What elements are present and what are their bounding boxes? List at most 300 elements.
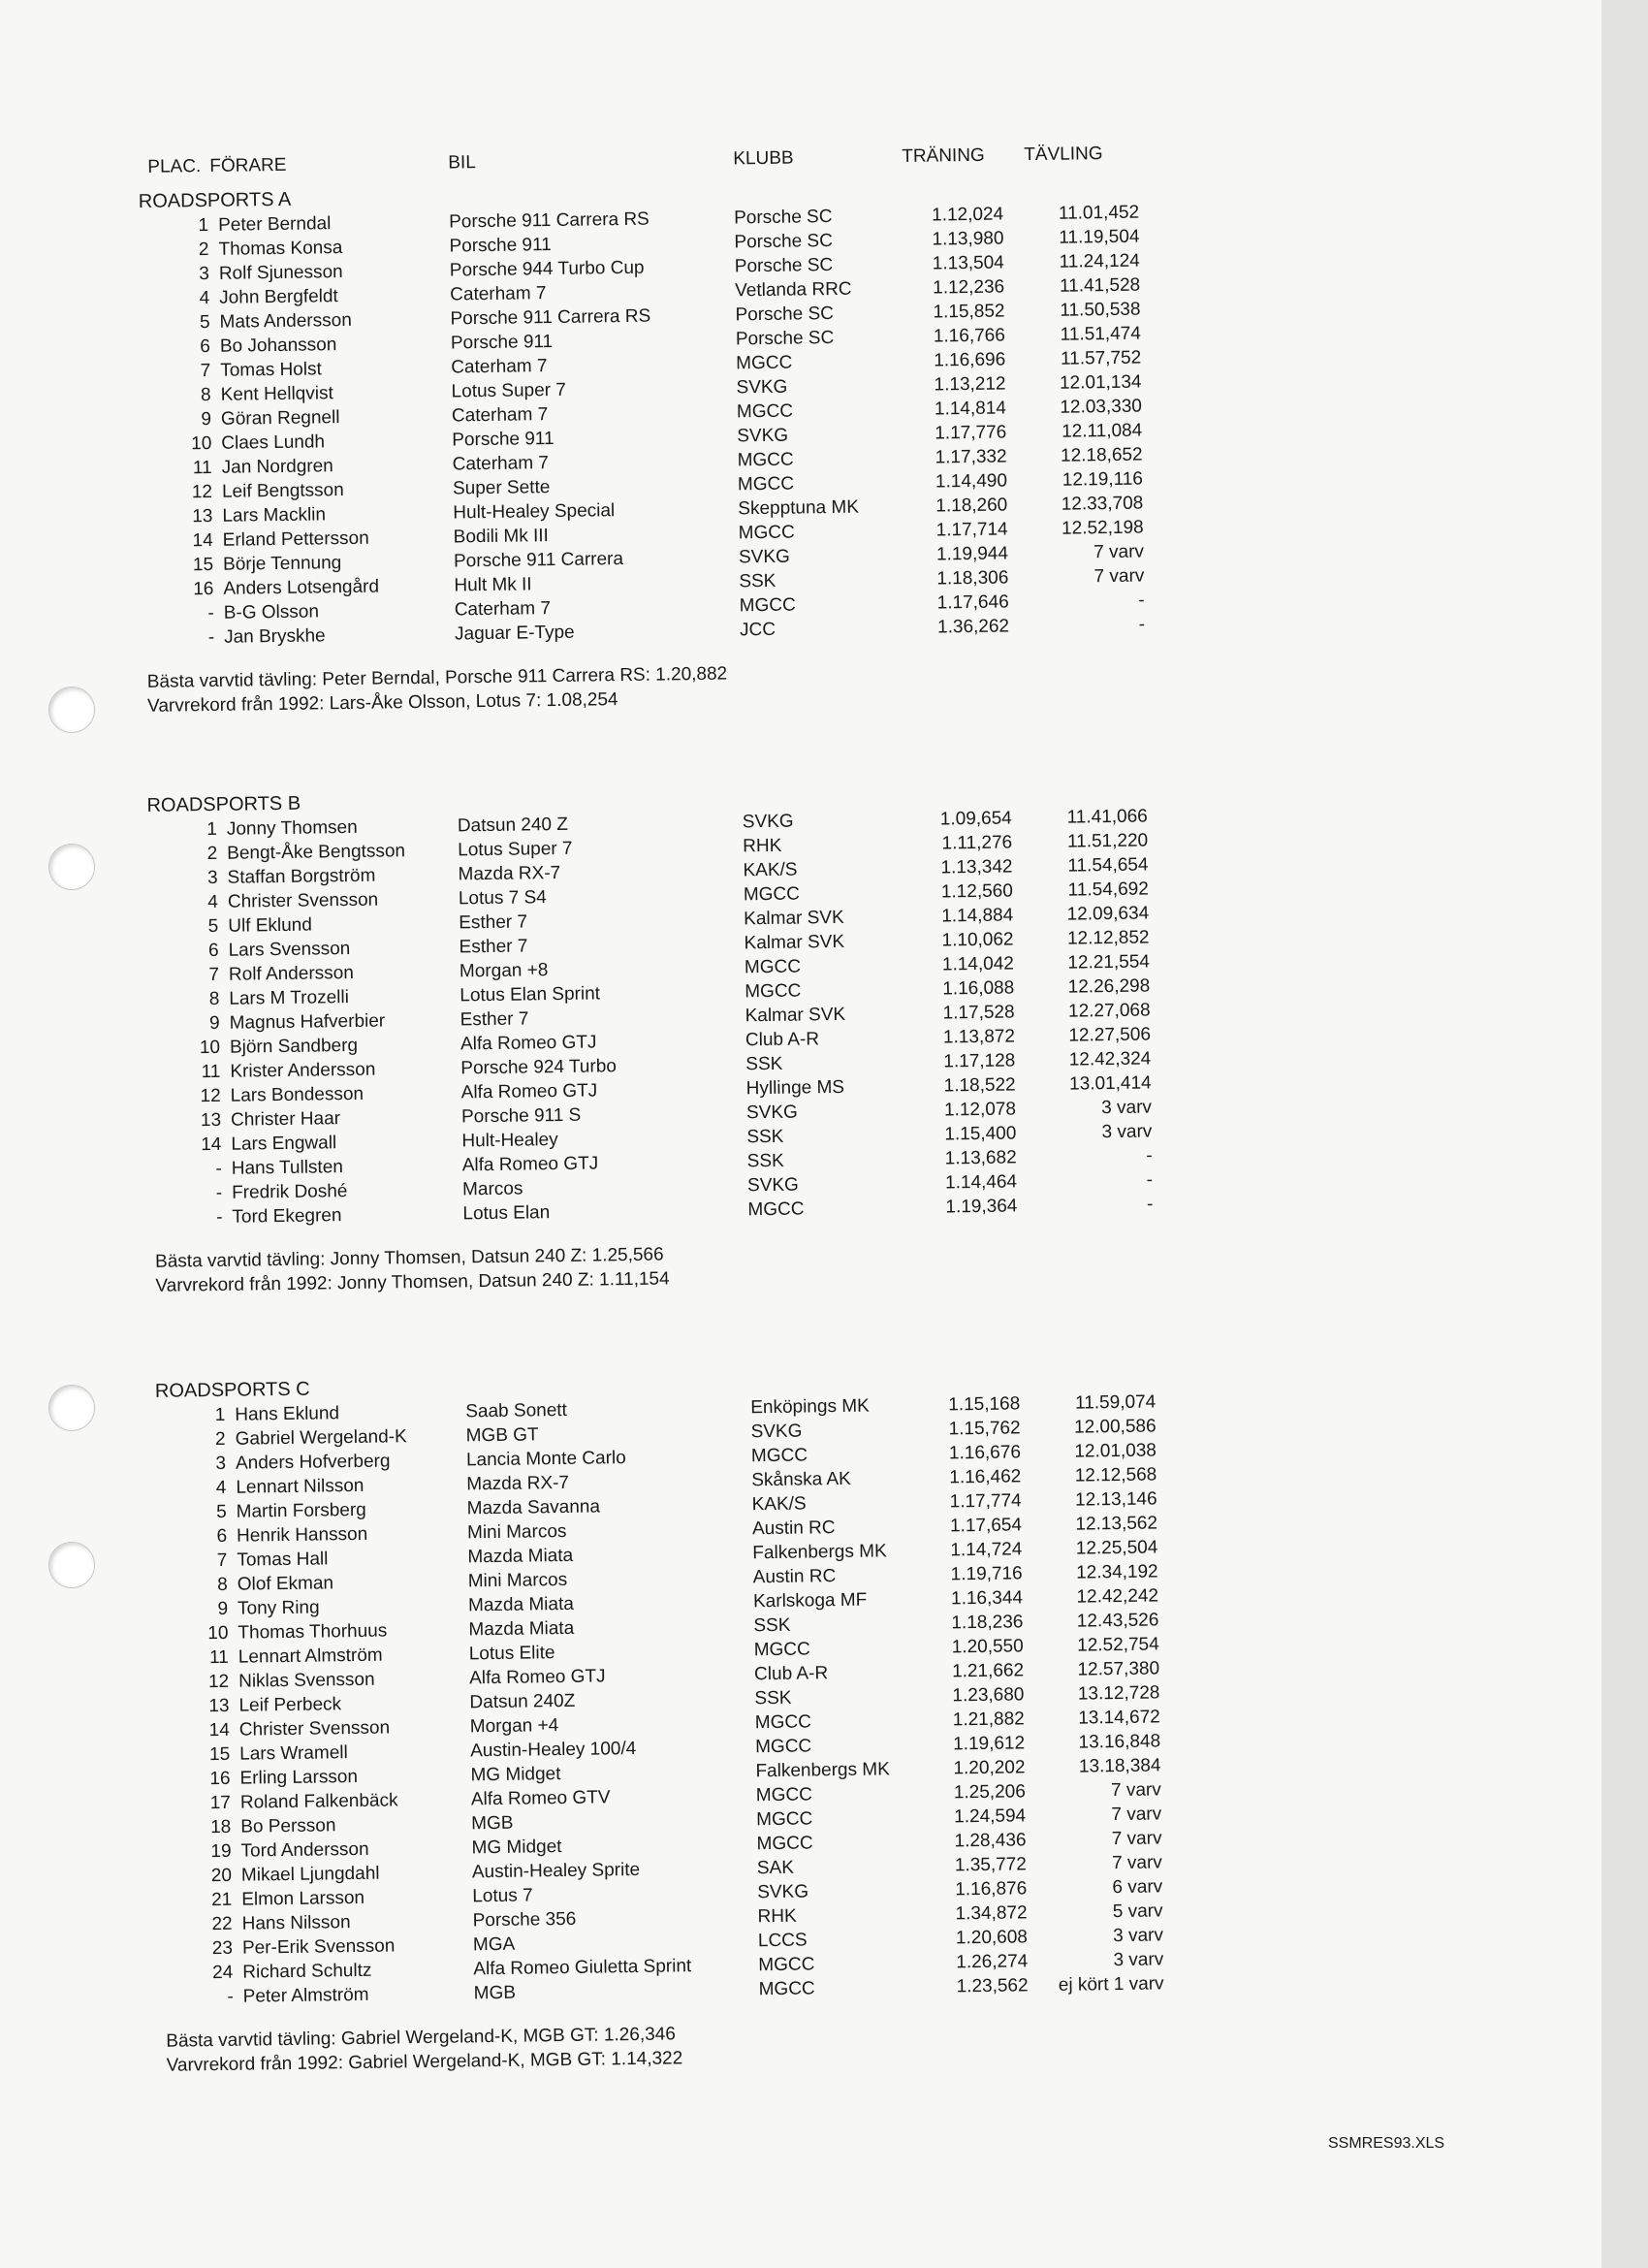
practice-time-cell: 1.28,436 bbox=[954, 1830, 1027, 1852]
race-time-cell: 12.21,554 bbox=[1067, 951, 1151, 974]
driver-cell: Henrik Hansson bbox=[236, 1523, 368, 1547]
club-cell: LCCS bbox=[757, 1930, 808, 1952]
car-cell: MG Midget bbox=[471, 1837, 562, 1859]
class-title: ROADSPORTS B bbox=[146, 792, 301, 816]
driver-cell: Göran Regnell bbox=[220, 407, 340, 430]
practice-time-cell: 1.34,872 bbox=[955, 1902, 1028, 1925]
driver-cell: Thomas Konsa bbox=[218, 238, 343, 260]
driver-cell: Anders Lotsengård bbox=[223, 576, 380, 599]
car-cell: Porsche 911 Carrera RS bbox=[449, 208, 650, 233]
car-cell: Lotus Super 7 bbox=[458, 838, 573, 861]
race-time-cell: 3 varv bbox=[1113, 1925, 1164, 1947]
driver-cell: Mikael Ljungdahl bbox=[240, 1863, 380, 1886]
car-cell: Austin-Healey Sprite bbox=[471, 1859, 641, 1883]
race-time-cell: 13.12,728 bbox=[1077, 1682, 1160, 1705]
car-cell: Porsche 911 Carrera bbox=[453, 549, 624, 572]
car-cell: Lotus Elan bbox=[462, 1202, 551, 1225]
driver-cell: Tord Andersson bbox=[240, 1838, 369, 1862]
placing-cell: 11 bbox=[192, 457, 212, 479]
placing-cell: 12 bbox=[191, 481, 213, 503]
driver-cell: Leif Perbeck bbox=[238, 1694, 342, 1716]
car-cell: Caterham 7 bbox=[450, 283, 547, 305]
race-time-cell: 13.14,672 bbox=[1078, 1707, 1160, 1729]
punch-hole bbox=[48, 844, 95, 890]
practice-time-cell: 1.12,560 bbox=[940, 880, 1013, 903]
driver-cell: Kent Hellqvist bbox=[220, 383, 333, 405]
placing-cell: 19 bbox=[210, 1840, 232, 1863]
car-cell: Morgan +4 bbox=[469, 1715, 559, 1738]
placing-cell: 3 bbox=[206, 867, 218, 889]
placing-cell: - bbox=[207, 626, 215, 649]
header-plac: PLAC. bbox=[147, 156, 202, 177]
placing-cell: 4 bbox=[215, 1477, 227, 1498]
club-cell: MGCC bbox=[745, 980, 802, 1003]
practice-time-cell: 1.14,884 bbox=[941, 905, 1014, 927]
practice-time-cell: 1.13,872 bbox=[942, 1026, 1016, 1048]
car-cell: Hult-Healey Special bbox=[453, 500, 616, 524]
car-cell: Alfa Romeo GTJ bbox=[468, 1666, 606, 1689]
practice-time-cell: 1.09,654 bbox=[939, 808, 1012, 830]
placing-cell: 2 bbox=[214, 1428, 226, 1450]
car-cell: Hult Mk II bbox=[454, 574, 532, 596]
placing-cell: 5 bbox=[207, 915, 219, 938]
practice-time-cell: 1.16,344 bbox=[950, 1587, 1024, 1610]
driver-cell: Bo Johansson bbox=[219, 335, 337, 357]
club-cell: KAK/S bbox=[751, 1493, 807, 1516]
practice-time-cell: 1.17,776 bbox=[935, 422, 1007, 444]
race-time-cell: 11.51,474 bbox=[1060, 323, 1141, 345]
car-cell: Austin-Healey 100/4 bbox=[470, 1738, 637, 1762]
car-cell: Porsche 911 S bbox=[460, 1104, 582, 1128]
race-time-cell: 12.57,380 bbox=[1077, 1658, 1160, 1680]
practice-time-cell: 1.16,088 bbox=[942, 977, 1015, 1000]
club-cell: MGCC bbox=[736, 352, 793, 374]
placing-cell: 22 bbox=[211, 1913, 233, 1935]
race-time-cell: 12.03,330 bbox=[1060, 396, 1143, 418]
driver-cell: Thomas Thorhuus bbox=[238, 1620, 388, 1644]
practice-time-cell: 1.19,944 bbox=[935, 543, 1009, 565]
driver-cell: Magnus Hafverbier bbox=[229, 1010, 386, 1034]
race-time-cell: 12.13,146 bbox=[1074, 1488, 1157, 1511]
club-cell: KAK/S bbox=[743, 859, 798, 881]
club-cell: SVKG bbox=[742, 811, 794, 833]
class-title: ROADSPORTS A bbox=[138, 188, 292, 212]
car-cell: Lotus 7 S4 bbox=[458, 887, 547, 910]
race-time-cell: 7 varv bbox=[1093, 565, 1145, 588]
club-cell: MGCC bbox=[737, 473, 795, 495]
practice-time-cell: 1.15,400 bbox=[944, 1123, 1017, 1145]
driver-cell: Lennart Nilsson bbox=[236, 1475, 364, 1498]
lap-record-note: Varvrekord från 1992: Jonny Thomsen, Datsun 240 Z: 1.11,154 bbox=[155, 1268, 670, 1296]
driver-cell: Erland Pettersson bbox=[222, 527, 369, 551]
race-time-cell: 13.18,384 bbox=[1078, 1755, 1161, 1777]
placing-cell: 4 bbox=[199, 287, 210, 309]
best-lap-note: Bästa varvtid tävling: Jonny Thomsen, Datsun 240 Z: 1.25,566 bbox=[154, 1244, 664, 1272]
race-time-cell: 12.01,038 bbox=[1074, 1440, 1157, 1462]
placing-cell: 11 bbox=[208, 1646, 229, 1669]
placing-cell: 10 bbox=[207, 1622, 229, 1645]
practice-time-cell: 1.18,522 bbox=[943, 1074, 1016, 1097]
club-cell: JCC bbox=[739, 619, 776, 641]
car-cell: Bodili Mk III bbox=[453, 526, 550, 548]
car-cell: Alfa Romeo GTJ bbox=[460, 1080, 598, 1103]
placing-cell: 15 bbox=[192, 554, 214, 576]
practice-time-cell: 1.17,646 bbox=[936, 591, 1009, 614]
placing-cell: - bbox=[215, 1182, 223, 1203]
race-time-cell: - bbox=[1146, 1169, 1154, 1191]
race-time-cell: 12.52,198 bbox=[1061, 517, 1144, 539]
practice-time-cell: 1.14,814 bbox=[934, 398, 1007, 420]
placing-cell: 14 bbox=[208, 1719, 231, 1741]
practice-time-cell: 1.36,262 bbox=[936, 616, 1010, 638]
car-cell: Mini Marcos bbox=[466, 1520, 567, 1544]
driver-cell: Jan Nordgren bbox=[221, 456, 333, 478]
race-time-cell: 12.42,324 bbox=[1068, 1048, 1152, 1070]
club-cell: MGCC bbox=[754, 1711, 812, 1734]
club-cell: MGCC bbox=[755, 1784, 813, 1806]
scanner-edge bbox=[1601, 0, 1648, 2268]
club-cell: SSK bbox=[745, 1053, 783, 1075]
practice-time-cell: 1.16,766 bbox=[933, 325, 1005, 347]
driver-cell: Anders Hofverberg bbox=[235, 1451, 391, 1474]
car-cell: Morgan +8 bbox=[459, 960, 549, 982]
driver-cell: Erling Larsson bbox=[239, 1766, 359, 1789]
club-cell: MGCC bbox=[750, 1445, 808, 1467]
driver-cell: Tony Ring bbox=[237, 1597, 320, 1619]
placing-cell: 5 bbox=[199, 311, 210, 334]
placing-cell: 6 bbox=[207, 940, 219, 962]
race-time-cell: - bbox=[1146, 1145, 1153, 1166]
best-lap-note: Bästa varvtid tävling: Gabriel Wergeland-K, MGB GT: 1.26,346 bbox=[166, 2024, 676, 2052]
car-cell: Porsche 911 Carrera RS bbox=[450, 305, 651, 330]
club-cell: MGCC bbox=[753, 1639, 810, 1661]
practice-time-cell: 1.24,594 bbox=[954, 1805, 1027, 1828]
club-cell: MGCC bbox=[758, 1978, 815, 2000]
race-time-cell: - bbox=[1146, 1194, 1154, 1215]
car-cell: MGB GT bbox=[465, 1424, 539, 1447]
race-time-cell: 11.59,074 bbox=[1074, 1391, 1157, 1414]
club-cell: Porsche SC bbox=[735, 327, 835, 350]
race-time-cell: 11.01,452 bbox=[1058, 202, 1140, 224]
race-time-cell: 11.24,124 bbox=[1059, 250, 1140, 272]
race-time-cell: 7 varv bbox=[1110, 1779, 1161, 1802]
header-forare: FÖRARE bbox=[209, 154, 287, 176]
race-time-cell: 12.43,526 bbox=[1076, 1610, 1159, 1632]
practice-time-cell: 1.12,236 bbox=[933, 276, 1005, 299]
car-cell: Mazda Miata bbox=[467, 1593, 575, 1616]
driver-cell: Hans Eklund bbox=[235, 1403, 340, 1425]
practice-time-cell: 1.20,608 bbox=[955, 1927, 1029, 1949]
placing-cell: 3 bbox=[215, 1453, 227, 1474]
driver-cell: Hans Nilsson bbox=[241, 1912, 351, 1934]
race-time-cell: - bbox=[1138, 614, 1146, 635]
club-cell: MGCC bbox=[737, 449, 794, 471]
placing-cell: 2 bbox=[206, 843, 218, 865]
header-klubb: KLUBB bbox=[733, 147, 794, 170]
driver-cell: Christer Svensson bbox=[227, 889, 379, 912]
race-time-cell: 12.12,568 bbox=[1074, 1464, 1157, 1486]
club-cell: Porsche SC bbox=[734, 254, 834, 277]
header-bil: BIL bbox=[448, 152, 476, 174]
practice-time-cell: 1.16,462 bbox=[949, 1466, 1022, 1488]
race-time-cell: 7 varv bbox=[1111, 1804, 1162, 1826]
club-cell: Kalmar SVK bbox=[745, 1004, 846, 1027]
club-cell: MGCC bbox=[739, 594, 796, 617]
placing-cell: 13 bbox=[200, 1109, 222, 1132]
practice-time-cell: 1.20,550 bbox=[951, 1636, 1024, 1658]
practice-time-cell: 1.17,654 bbox=[949, 1515, 1023, 1537]
driver-cell: Peter Berndal bbox=[218, 213, 332, 236]
race-time-cell: 7 varv bbox=[1111, 1852, 1163, 1874]
placing-cell: 23 bbox=[211, 1937, 234, 1960]
club-cell: SVKG bbox=[737, 425, 789, 447]
practice-time-cell: 1.20,202 bbox=[953, 1757, 1026, 1779]
car-cell: Alfa Romeo Giuletta Sprint bbox=[473, 1956, 692, 1980]
club-cell: MGCC bbox=[755, 1736, 812, 1758]
driver-cell: Bo Persson bbox=[240, 1815, 336, 1837]
car-cell: Mazda Savanna bbox=[466, 1496, 601, 1519]
class-title: ROADSPORTS C bbox=[154, 1378, 310, 1402]
lap-record-note: Varvrekord från 1992: Gabriel Wergeland-K, MGB GT: 1.14,322 bbox=[166, 2048, 683, 2076]
placing-cell: 8 bbox=[208, 988, 220, 1010]
race-time-cell: 6 varv bbox=[1112, 1876, 1163, 1899]
placing-cell: - bbox=[207, 602, 214, 624]
race-time-cell: 12.13,562 bbox=[1075, 1513, 1158, 1535]
car-cell: Caterham 7 bbox=[452, 453, 550, 475]
placing-cell: - bbox=[227, 1986, 234, 2007]
practice-time-cell: 1.15,762 bbox=[948, 1418, 1021, 1440]
car-cell: Porsche 944 Turbo Cup bbox=[449, 257, 645, 281]
driver-cell: Niklas Svensson bbox=[238, 1669, 375, 1692]
driver-cell: Börje Tennung bbox=[222, 553, 342, 575]
punch-hole bbox=[48, 687, 95, 733]
race-time-cell: 3 varv bbox=[1113, 1949, 1164, 1971]
results-list bbox=[153, 1390, 1164, 2010]
driver-cell: Hans Tullsten bbox=[231, 1157, 344, 1179]
driver-cell: Krister Andersson bbox=[230, 1059, 376, 1082]
car-cell: MGA bbox=[472, 1933, 516, 1956]
results-content bbox=[136, 130, 1164, 2078]
club-cell: Hyllinge MS bbox=[745, 1076, 845, 1100]
race-time-cell: 12.27,068 bbox=[1067, 1000, 1151, 1022]
car-cell: Saab Sonett bbox=[465, 1399, 568, 1422]
placing-cell: 6 bbox=[200, 335, 211, 358]
placing-cell: 7 bbox=[208, 964, 220, 986]
driver-cell: Christer Svensson bbox=[238, 1717, 391, 1741]
club-cell: SAK bbox=[756, 1857, 795, 1879]
club-cell: SVKG bbox=[738, 546, 790, 568]
practice-time-cell: 1.14,490 bbox=[935, 470, 1008, 493]
race-time-cell: 12.12,852 bbox=[1066, 927, 1150, 949]
club-cell: RHK bbox=[757, 1905, 797, 1928]
driver-cell: Per-Erik Svensson bbox=[241, 1935, 396, 1959]
placing-cell: 10 bbox=[191, 432, 212, 455]
club-cell: Porsche SC bbox=[733, 206, 833, 229]
practice-time-cell: 1.15,852 bbox=[933, 301, 1005, 323]
driver-cell: Jonny Thomsen bbox=[226, 816, 358, 840]
practice-time-cell: 1.13,342 bbox=[940, 856, 1013, 878]
driver-cell: Lennart Almström bbox=[238, 1645, 383, 1668]
race-time-cell: 11.57,752 bbox=[1060, 347, 1142, 369]
practice-time-cell: 1.35,772 bbox=[954, 1854, 1028, 1876]
club-cell: SVKG bbox=[745, 1102, 798, 1124]
race-time-cell: 11.54,692 bbox=[1067, 878, 1149, 901]
car-cell: Lotus Elite bbox=[468, 1643, 555, 1665]
placing-cell: 15 bbox=[208, 1743, 231, 1766]
placing-cell: 16 bbox=[209, 1768, 231, 1790]
race-time-cell: 13.01,414 bbox=[1068, 1072, 1152, 1095]
club-cell: Porsche SC bbox=[735, 303, 835, 326]
race-time-cell: 12.25,504 bbox=[1075, 1537, 1158, 1559]
driver-cell: Jan Bryskhe bbox=[223, 625, 326, 648]
practice-time-cell: 1.17,528 bbox=[942, 1002, 1015, 1024]
placing-cell: 1 bbox=[206, 818, 218, 841]
race-time-cell: 5 varv bbox=[1112, 1901, 1163, 1923]
placing-cell: 8 bbox=[217, 1574, 228, 1595]
race-time-cell: 11.54,654 bbox=[1067, 854, 1149, 877]
driver-cell: John Bergfeldt bbox=[219, 286, 338, 308]
placing-cell: 10 bbox=[199, 1037, 221, 1059]
practice-time-cell: 1.17,128 bbox=[943, 1050, 1016, 1072]
car-cell: Mazda RX-7 bbox=[458, 862, 561, 885]
driver-cell: Lars Wramell bbox=[239, 1742, 348, 1765]
practice-time-cell: 1.21,662 bbox=[951, 1660, 1025, 1682]
practice-time-cell: 1.16,676 bbox=[948, 1442, 1022, 1464]
driver-cell: Martin Forsberg bbox=[236, 1499, 366, 1522]
car-cell: Datsun 240 Z bbox=[457, 814, 569, 837]
placing-cell: 8 bbox=[200, 384, 211, 406]
practice-time-cell: 1.21,882 bbox=[952, 1709, 1025, 1731]
car-cell: Esther 7 bbox=[459, 936, 528, 958]
car-cell: MGB bbox=[471, 1812, 514, 1835]
practice-time-cell: 1.16,876 bbox=[955, 1878, 1028, 1901]
race-time-cell: 7 varv bbox=[1093, 541, 1145, 563]
placing-cell: 9 bbox=[201, 408, 212, 431]
class-section bbox=[137, 176, 1146, 719]
placing-cell: 1 bbox=[214, 1404, 226, 1425]
file-name-label: SSMRES93.XLS bbox=[1328, 2135, 1445, 2152]
placing-cell: 14 bbox=[192, 529, 213, 552]
practice-time-cell: 1.18,306 bbox=[936, 567, 1009, 590]
placing-cell: 7 bbox=[216, 1549, 228, 1571]
club-cell: MGCC bbox=[747, 1198, 805, 1221]
race-time-cell: 11.51,220 bbox=[1066, 830, 1149, 852]
practice-time-cell: 1.19,612 bbox=[953, 1733, 1026, 1755]
placing-cell: 24 bbox=[212, 1962, 234, 1984]
driver-cell: Gabriel Wergeland-K bbox=[235, 1426, 407, 1450]
car-cell: Porsche 911 bbox=[450, 332, 554, 354]
practice-time-cell: 1.18,260 bbox=[935, 495, 1008, 517]
club-cell: MGCC bbox=[738, 522, 795, 544]
driver-cell: Tomas Holst bbox=[220, 359, 322, 381]
club-cell: Club A-R bbox=[745, 1029, 820, 1051]
driver-cell: Elmon Larsson bbox=[241, 1887, 365, 1910]
practice-time-cell: 1.16,696 bbox=[934, 349, 1006, 371]
best-lap-note: Bästa varvtid tävling: Peter Berndal, Porsche 911 Carrera RS: 1.20,882 bbox=[146, 663, 728, 692]
car-cell: Porsche 911 bbox=[452, 429, 555, 451]
club-cell: SSK bbox=[746, 1150, 784, 1172]
club-cell: Falkenbergs MK bbox=[752, 1541, 887, 1564]
practice-time-cell: 1.19,364 bbox=[945, 1196, 1018, 1218]
placing-cell: - bbox=[215, 1158, 222, 1179]
club-cell: Falkenbergs MK bbox=[755, 1759, 890, 1782]
race-time-cell: 11.19,504 bbox=[1059, 226, 1140, 248]
placing-cell: 7 bbox=[200, 360, 211, 382]
car-cell: Lotus 7 bbox=[472, 1885, 533, 1907]
club-cell: SSK bbox=[739, 570, 776, 592]
club-cell: Karlskoga MF bbox=[752, 1589, 868, 1613]
car-cell: Hult-Healey bbox=[461, 1130, 558, 1152]
club-cell: MGCC bbox=[743, 883, 801, 906]
car-cell: Jaguar E-Type bbox=[454, 622, 575, 645]
race-time-cell: 12.01,134 bbox=[1059, 371, 1142, 394]
race-time-cell: 12.18,652 bbox=[1060, 444, 1143, 466]
race-time-cell: 12.19,116 bbox=[1062, 468, 1144, 491]
car-cell: Alfa Romeo GTV bbox=[470, 1787, 611, 1810]
driver-cell: Lars Engwall bbox=[231, 1133, 337, 1155]
club-cell: SVKG bbox=[757, 1881, 809, 1903]
car-cell: Mazda Miata bbox=[468, 1617, 575, 1641]
practice-time-cell: 1.13,980 bbox=[932, 228, 1004, 250]
placing-cell: 14 bbox=[201, 1134, 222, 1156]
header-traning: TRÄNING bbox=[902, 144, 985, 167]
results-list bbox=[137, 201, 1146, 651]
club-cell: SSK bbox=[754, 1687, 792, 1709]
car-cell: Datsun 240Z bbox=[469, 1690, 576, 1713]
car-cell: Porsche 356 bbox=[472, 1908, 577, 1932]
lap-record-note: Varvrekord från 1992: Lars-Åke Olsson, Lotus 7: 1.08,254 bbox=[146, 689, 618, 717]
practice-time-cell: 1.23,562 bbox=[956, 1975, 1029, 1997]
car-cell: Mini Marcos bbox=[467, 1569, 568, 1592]
placing-cell: 9 bbox=[208, 1012, 220, 1035]
car-cell: Lancia Monte Carlo bbox=[465, 1448, 626, 1471]
placing-cell: 3 bbox=[199, 263, 210, 285]
club-cell: Skånska AK bbox=[751, 1468, 851, 1491]
car-cell: Porsche 911 bbox=[449, 235, 552, 257]
driver-cell: Tomas Hall bbox=[237, 1549, 329, 1571]
club-cell: RHK bbox=[743, 835, 782, 857]
placing-cell: 4 bbox=[207, 891, 219, 913]
placing-cell: 5 bbox=[215, 1501, 227, 1522]
placing-cell: 18 bbox=[209, 1816, 232, 1838]
club-cell: Kalmar SVK bbox=[744, 907, 844, 930]
race-time-cell: 11.41,528 bbox=[1059, 274, 1141, 297]
practice-time-cell: 1.13,212 bbox=[934, 373, 1006, 396]
car-cell: Caterham 7 bbox=[451, 404, 549, 427]
driver-cell: Lars Macklin bbox=[222, 504, 327, 527]
placing-cell: 12 bbox=[200, 1085, 221, 1107]
race-time-cell: 12.52,754 bbox=[1077, 1634, 1159, 1656]
placing-cell: 11 bbox=[201, 1061, 221, 1083]
practice-time-cell: 1.10,062 bbox=[941, 929, 1014, 951]
driver-cell: Christer Haar bbox=[230, 1108, 341, 1131]
club-cell: MGCC bbox=[744, 956, 802, 978]
club-cell: Austin RC bbox=[752, 1566, 837, 1588]
practice-time-cell: 1.18,236 bbox=[951, 1612, 1024, 1634]
car-cell: Alfa Romeo GTJ bbox=[460, 1032, 597, 1055]
placing-cell: 6 bbox=[216, 1525, 228, 1547]
practice-time-cell: 1.19,716 bbox=[950, 1563, 1023, 1585]
placing-cell: 13 bbox=[192, 505, 213, 527]
practice-time-cell: 1.17,714 bbox=[935, 519, 1008, 541]
car-cell: MGB bbox=[473, 1982, 517, 2004]
driver-cell: Fredrik Doshé bbox=[231, 1181, 348, 1203]
car-cell: Lotus Super 7 bbox=[451, 379, 567, 402]
placing-cell: 12 bbox=[207, 1671, 230, 1693]
practice-time-cell: 1.17,774 bbox=[949, 1490, 1022, 1513]
results-list bbox=[145, 805, 1154, 1230]
class-section bbox=[144, 781, 1154, 1298]
